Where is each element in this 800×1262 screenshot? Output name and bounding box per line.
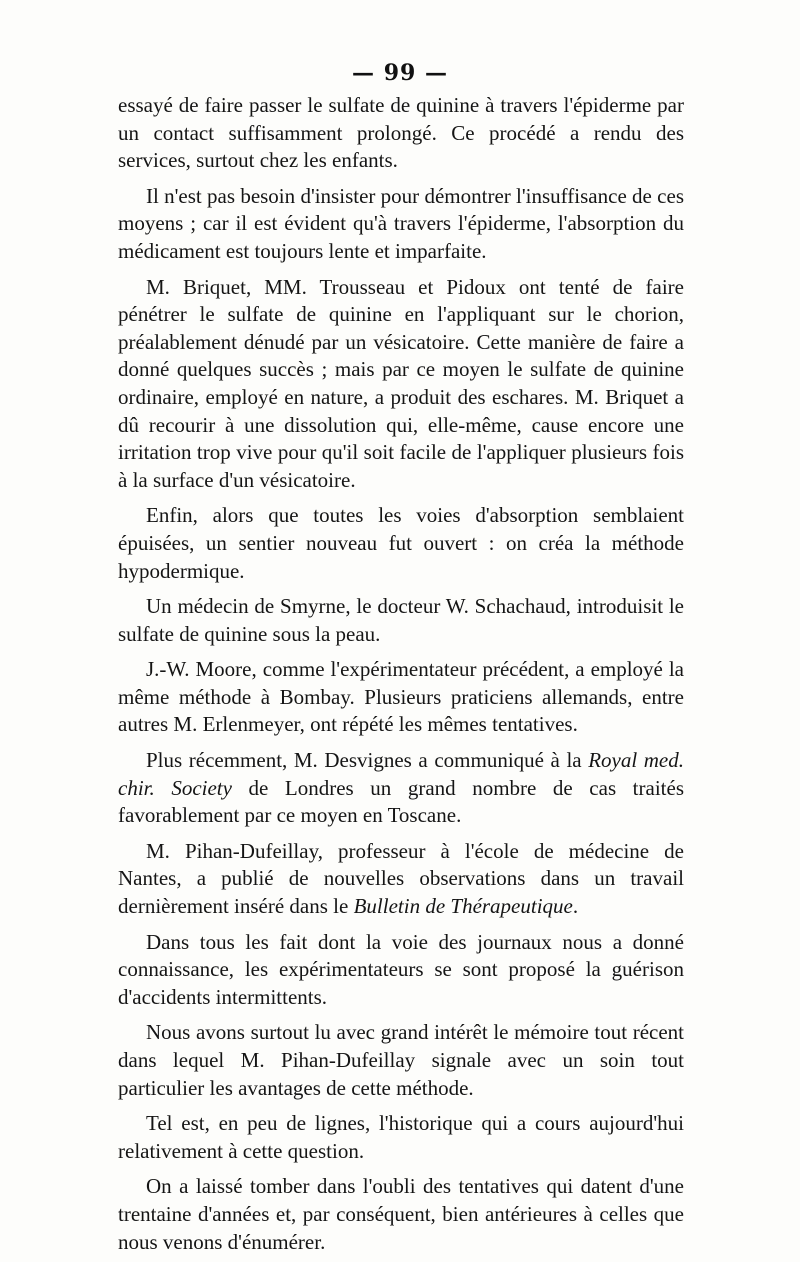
paragraph-9: Dans tous les fait dont la voie des journaux nous a donné connaissance, les expérimentateurs se sont proposé la guérison d'accidents intermittents. xyxy=(118,929,684,1009)
paragraph-4: Enfin, alors que toutes les voies d'absorption semblaient épuisées, un sentier nouveau fut ouvert : on créa la méthode hypodermique. xyxy=(118,503,684,583)
page-number: — 99 — xyxy=(352,60,448,86)
paragraph-7-text-end: de Londres un grand nombre de cas traités favorablement par ce moyen en Toscane. xyxy=(118,775,684,828)
paragraph-11: Tel est, en peu de lignes, l'historique qui a cours aujourd'hui relativement à cette question. xyxy=(118,1111,684,1163)
paragraph-8-text-end: . xyxy=(572,894,579,919)
society-name: Royal med. chir. Society xyxy=(118,748,684,800)
journal-title: Bulletin de Thérapeutique xyxy=(353,894,573,919)
paragraph-5: Un médecin de Smyrne, le docteur W. Schachaud, introduisit le sulfate de quinine sous la peau. xyxy=(118,594,684,646)
paragraph-7 xyxy=(118,747,684,830)
paragraph-3: M. Briquet, MM. Trousseau et Pidoux ont tenté de faire pénétrer le sulfate de quinine en l'appliquant sur le chorion, préalablement dénudé par un vésicatoire. Cette manière de faire a donné quelques succès ; mais par ce moyen le sulfate de quinine ordinaire, employé en nature, a produit des eschares. M. Briquet a dû recourir à une dissolution qui, elle-même, cause encore une irritation trop vive pour qu'il soit facile de l'appliquer plusieurs fois à la surface d'un vésicatoire. xyxy=(118,274,684,492)
paragraph-8 xyxy=(118,838,684,921)
paragraph-8-text-start: M. Pihan-Dufeillay, professeur à l'école de médecine de Nantes, a publié de nouvelles observations dans un travail dernièrement inséré dans le xyxy=(118,838,684,919)
paragraph-12: On a laissé tomber dans l'oubli des tentatives qui datent d'une trentaine d'années et, par conséquent, bien antérieures à celles que nous venons d'énumérer. xyxy=(118,1174,684,1254)
paragraph-7-text-start: Plus récemment, M. Desvignes a communiqué à la xyxy=(146,748,589,773)
paragraph-10: Nous avons surtout lu avec grand intérêt le mémoire tout récent dans lequel M. Pihan-Dufeillay signale avec un soin tout particulier les avantages de cette méthode. xyxy=(118,1020,684,1100)
paragraph-1: essayé de faire passer le sulfate de quinine à travers l'épiderme par un contact suffisamment prolongé. Ce procédé a rendu des services, surtout chez les enfants. xyxy=(118,93,684,173)
paragraph-2: Il n'est pas besoin d'insister pour démontrer l'insuffisance de ces moyens ; car il est évident qu'à travers l'épiderme, l'absorption du médicament est toujours lente et imparfaite. xyxy=(118,183,684,263)
paragraph-6: J.-W. Moore, comme l'expérimentateur précédent, a employé la même méthode à Bombay. Plusieurs praticiens allemands, entre autres M. Erlenmeyer, ont répété les mêmes tentatives. xyxy=(118,657,684,737)
body-text xyxy=(118,92,684,1256)
